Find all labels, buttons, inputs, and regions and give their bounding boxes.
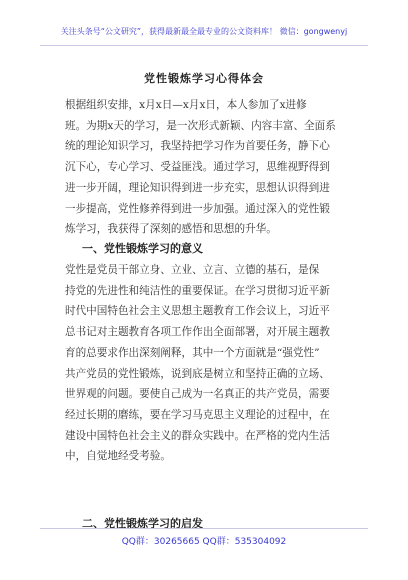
section1-line: 党性是党员干部立身、立业、立言、立德的基石，是保 [65, 264, 320, 276]
document-title: 党性锻炼学习心得体会 [144, 72, 264, 85]
footer-note: QQ群：30265665 QQ群：535304092 [121, 537, 287, 547]
section1-paragraph [65, 260, 347, 467]
section1-line: 世界观的问题。要使自己成为一名真正的共产党员，需要 [65, 388, 330, 401]
footer-divider [40, 528, 368, 529]
section-heading-1: 一、党性锻炼学习的意义 [82, 242, 203, 255]
intro-line: 炼学习，我获得了深刻的感悟和思想的升华。 [65, 223, 277, 236]
intro-line: 沉下心，专心学习、受益匪浅。通过学习，思维视野得到 [65, 161, 330, 174]
intro-line: 进一步开阔，理论知识得到进一步充实，思想认识得到进 [65, 181, 330, 194]
intro-line: 根据组织安排，x月x日—x月x日，本人参加了x进修 [65, 99, 307, 111]
section1-line: 时代中国特色社会主义思想主题教育工作会议上，习近平 [65, 305, 330, 318]
section-heading-2: 二、党性锻炼学习的启发 [82, 517, 203, 530]
header-divider [40, 45, 368, 46]
section1-line: 共产党员的党性锻炼，说到底是树立和坚持正确的立场、 [65, 367, 330, 380]
intro-line: 一步提高，党性修养得到进一步加强。通过深入的党性锻 [65, 202, 330, 215]
section1-line: 持党的先进性和纯洁性的重要保证。在学习贯彻习近平新 [65, 284, 330, 297]
section1-line: 经过长期的磨练，要在学习马克思主义理论的过程中，在 [65, 408, 330, 421]
section1-line: 育的总要求作出深刻阐释，其中一个方面就是“强党性” [65, 346, 320, 359]
header-note: 关注头条号“公文研究”，获得最新最全最专业的公文资料库！ 微信：gongwenyj [60, 27, 348, 36]
intro-line: 统的理论知识学习，我坚持把学习作为首要任务，静下心 [65, 140, 330, 153]
intro-line: 班。为期x天的学习，是一次形式新颖、内容丰富、全面系 [65, 119, 336, 132]
section1-line: 中，自觉地经受考验。 [65, 450, 171, 463]
intro-paragraph [65, 95, 347, 240]
section1-line: 总书记对主题教育各项工作作出全面部署，对开展主题教 [65, 326, 330, 339]
section1-line: 建设中国特色社会主义的群众实践中。在严格的党内生活 [65, 429, 330, 442]
